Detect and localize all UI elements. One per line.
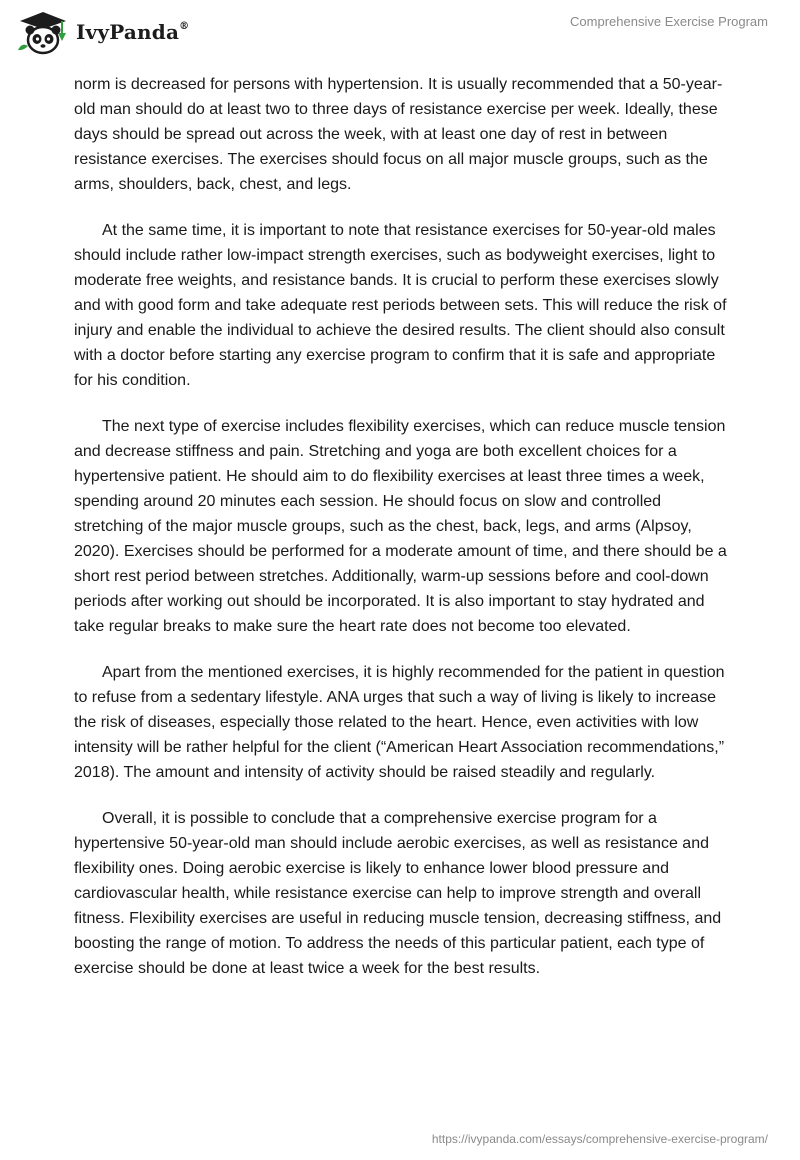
paragraph-5: Overall, it is possible to conclude that a comprehensive exercise program for a hypertensive 50-year-old man should include aerobic exercises, as well as resistance and flexibility ones. Doing aerobic exercise is likely to enhance lower blood pressure and cardiovascular health, while resistance exercise can help to improve strength and overall fitness. Flexibility exercises are useful in reducing muscle tension, decreasing stiffness, and boosting the range of motion. To address the needs of this particular patient, each type of exercise should be done at least twice a week for the best results.	[74, 810, 722, 977]
brand-name: IvyPanda	[76, 20, 180, 44]
ivypanda-logo[interactable]	[14, 10, 214, 56]
registered-mark: ®	[179, 21, 190, 33]
paragraph-2: At the same time, it is important to note that resistance exercises for 50-year-old males should include rather low-impact strength exercises, such as bodyweight exercises, light to moderate free weights, and resistance bands. It is crucial to perform these exercises slowly and with good form and take adequate rest periods between sets. This will reduce the risk of injury and enable the individual to achieve the desired results. The client should also consult with a doctor before starting any exercise program to confirm that it is safe and appropriate for his condition.	[74, 222, 727, 389]
paragraph-3: The next type of exercise includes flexibility exercises, which can reduce muscle tension and decrease stiffness and pain. Stretching and yoga are both excellent choices for a hypertensive patient. He should aim to do flexibility exercises at least three times a week, spending around 20 minutes each session. He should focus on slow and controlled stretching of the major muscle groups, such as the chest, back, legs, and arms (Alpsoy, 2020). Exercises should be performed for a moderate amount of time, and there should be a short rest period between stretches. Additionally, warm-up sessions before and cool-down periods after working out should be incorporated. It is also important to stay hydrated and take regular breaks to make sure the heart rate does not become too elevated.	[74, 418, 727, 635]
page-header	[0, 0, 800, 70]
essay-body	[74, 72, 734, 1002]
paragraph-1: norm is decreased for persons with hypertension. It is usually recommended that a 50-year-old man should do at least two to three days of resistance exercise per week. Ideally, these days should be spread out across the week, with at least one day of rest in between resistance exercises. The exercises should focus on all major muscle groups, such as the arms, shoulders, back, chest, and legs.	[74, 76, 723, 193]
document-title: Comprehensive Exercise Program	[570, 14, 768, 29]
brand-wordmark	[76, 20, 189, 44]
source-url-link[interactable]: https://ivypanda.com/essays/comprehensive-exercise-program/	[431, 1132, 768, 1146]
panda-graduate-icon	[14, 10, 72, 56]
paragraph-4: Apart from the mentioned exercises, it is highly recommended for the patient in question to refuse from a sedentary lifestyle. ANA urges that such a way of living is likely to increase the risk of diseases, especially those related to the heart. Hence, even activities with low intensity will be rather helpful for the client (“American Heart Association recommendations,” 2018). The amount and intensity of activity should be raised steadily and regularly.	[74, 664, 725, 781]
